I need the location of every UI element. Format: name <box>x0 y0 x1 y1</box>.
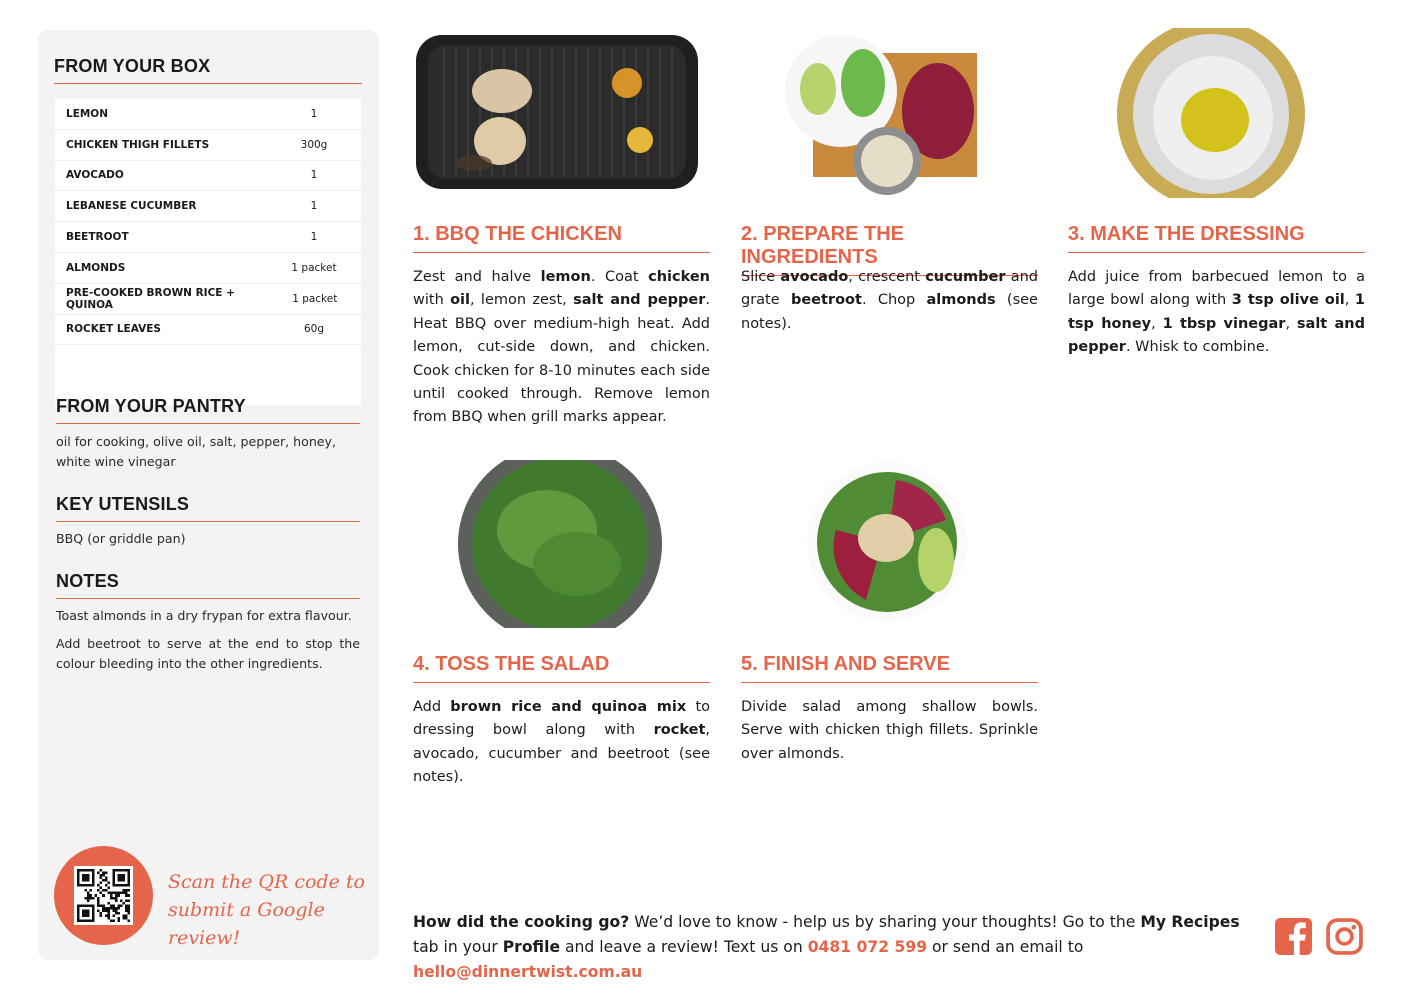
ingredient-qty: 60g <box>303 323 325 336</box>
bold-ingredient: 1 tsp honey <box>1068 292 1366 332</box>
ingredient-qty: 1 packet <box>291 261 337 274</box>
footer-text-run: Profile <box>502 938 561 956</box>
step-4-text <box>413 696 710 790</box>
qr-caption <box>168 868 368 952</box>
footer-text-run: We’d love to know - help us by sharing your thoughts! Go to the <box>629 913 1141 931</box>
ingredient-qty: 1 <box>310 107 318 120</box>
step-text-run: Add <box>413 699 451 715</box>
ingredient-name: BEETROOT <box>66 231 129 244</box>
footer-text-run: tab in your <box>413 938 503 956</box>
bold-ingredient: 3 tsp olive oil <box>1231 292 1345 309</box>
ingredient-name: LEBANESE CUCUMBER <box>66 200 197 213</box>
ingredient-name: PRE-COOKED BROWN RICE + QUINOA <box>66 286 235 311</box>
step-text-run: Zest and halve <box>413 269 541 285</box>
bold-ingredient: avocado <box>780 269 849 285</box>
utensils-text: BBQ (or griddle pan) <box>56 531 186 546</box>
bold-ingredient: 1 tbsp vinegar <box>1162 315 1286 332</box>
facebook-icon[interactable] <box>1275 918 1312 955</box>
ingredient-qty: 1 packet <box>292 292 338 305</box>
step-text-run: with <box>413 292 451 309</box>
ingredient-row <box>55 191 361 222</box>
step-text-run: . Chop <box>861 292 927 309</box>
ingredient-qty: 1 <box>310 169 318 182</box>
ingredient-name: ROCKET LEAVES <box>66 323 161 336</box>
ingredients-photo <box>783 33 979 199</box>
step-text-run: . Whisk to combine. <box>1125 339 1270 356</box>
tossed-salad-photo <box>457 460 663 628</box>
ingredient-row <box>55 315 361 346</box>
step-3-text <box>1068 266 1365 360</box>
step-text-run: , lemon zest, <box>470 292 574 309</box>
finished-salad-photo <box>806 460 968 624</box>
dressing-photo <box>1115 28 1307 198</box>
contact-link[interactable]: 0481 072 599 <box>807 938 928 956</box>
ingredient-row <box>55 222 361 253</box>
footer-text-run: How did the cooking go? <box>413 913 630 931</box>
qr-badge[interactable] <box>54 846 153 945</box>
footer-text-run: and leave a review! Text us on <box>560 938 808 956</box>
bold-ingredient: chicken <box>648 269 710 285</box>
bold-ingredient: oil <box>450 292 470 309</box>
step-text-run: , crescent <box>848 269 926 285</box>
from-your-box-heading: FROM YOUR BOX <box>54 56 362 84</box>
step-text-run: Add juice from barbecued lemon to a large bowl along with <box>1068 269 1365 309</box>
ingredient-qty: 1 <box>310 200 318 213</box>
bold-ingredient: almonds <box>926 292 996 309</box>
ingredient-qty: 1 <box>310 231 318 244</box>
pantry-text: oil for cooking, olive oil, salt, pepper, honey, white wine vinegar <box>56 434 337 469</box>
ingredient-row <box>55 253 361 284</box>
ingredient-row <box>55 99 361 130</box>
step-3-title: 3. MAKE THE DRESSING <box>1068 223 1365 253</box>
step-text-run: . Coat <box>590 269 649 285</box>
note-item: Add beetroot to serve at the end to stop the colour bleeding into the other ingredients. <box>56 636 360 671</box>
step-5-title: 5. FINISH AND SERVE <box>741 653 1038 683</box>
bold-ingredient: lemon <box>540 269 591 285</box>
ingredient-name: ALMONDS <box>66 261 126 274</box>
instagram-icon[interactable] <box>1326 918 1363 955</box>
utensils-heading: KEY UTENSILS <box>56 494 360 522</box>
bold-ingredient: salt and pepper <box>1068 315 1365 356</box>
step-text-run: (see notes). <box>741 292 1038 332</box>
ingredient-row <box>55 130 361 161</box>
step-2-text <box>741 266 1038 336</box>
footer-text-run: My Recipes <box>1140 913 1240 931</box>
step-2-title: 2. PREPARE THE INGREDIENTS <box>741 223 1038 276</box>
step-text-run: Divide salad among shallow bowls. Serve with chicken thigh fillets. Sprinkle over almonds. <box>741 699 1038 762</box>
bold-ingredient: rocket <box>653 722 706 739</box>
step-text-run: Slice <box>741 269 781 285</box>
step-text-run: and grate <box>741 269 1039 309</box>
pantry-heading: FROM YOUR PANTRY <box>56 396 360 424</box>
qr-caption-line2: submit a Google review! <box>168 899 325 949</box>
step-text-run: , <box>1344 292 1355 309</box>
grill-photo <box>414 33 700 191</box>
ingredients-table <box>55 99 361 405</box>
step-text-run: , <box>1151 315 1163 332</box>
ingredient-row <box>55 161 361 192</box>
step-1-text <box>413 266 710 430</box>
bold-ingredient: cucumber <box>925 269 1006 285</box>
ingredient-name: CHICKEN THIGH FILLETS <box>66 138 210 151</box>
step-text-run: , avocado, cucumber and beetroot (see notes). <box>413 722 710 786</box>
bold-ingredient: salt and pepper <box>573 292 706 309</box>
ingredient-name: AVOCADO <box>66 169 124 182</box>
ingredients-sidebar <box>38 30 379 960</box>
step-4-title: 4. TOSS THE SALAD <box>413 653 710 683</box>
contact-link[interactable]: hello@dinnertwist.com.au <box>413 963 643 981</box>
ingredient-row <box>55 284 361 315</box>
bold-ingredient: brown rice and quinoa mix <box>450 699 687 715</box>
ingredient-qty: 300g <box>300 138 328 151</box>
step-text-run: . Heat BBQ over medium-high heat. Add lemon, cut-side down, and chicken. Cook chicken for 8-10 minutes each side until cooked through. Remove lemon from BBQ when grill marks appear. <box>413 292 711 426</box>
step-5-text <box>741 696 1038 766</box>
step-text-run: to dressing bowl along with <box>413 699 711 739</box>
qr-code-icon[interactable] <box>74 866 133 925</box>
step-1-title: 1. BBQ THE CHICKEN <box>413 223 710 253</box>
note-item: Toast almonds in a dry frypan for extra flavour. <box>56 608 352 623</box>
footer-text-run: or send an email to <box>927 938 1084 956</box>
notes-list <box>56 606 360 682</box>
notes-heading: NOTES <box>56 571 360 599</box>
step-text-run: , <box>1285 315 1297 332</box>
qr-caption-line1: Scan the QR code to <box>168 871 365 893</box>
feedback-footer <box>413 910 1263 985</box>
bold-ingredient: beetroot <box>790 292 862 309</box>
ingredient-name: LEMON <box>66 107 109 120</box>
